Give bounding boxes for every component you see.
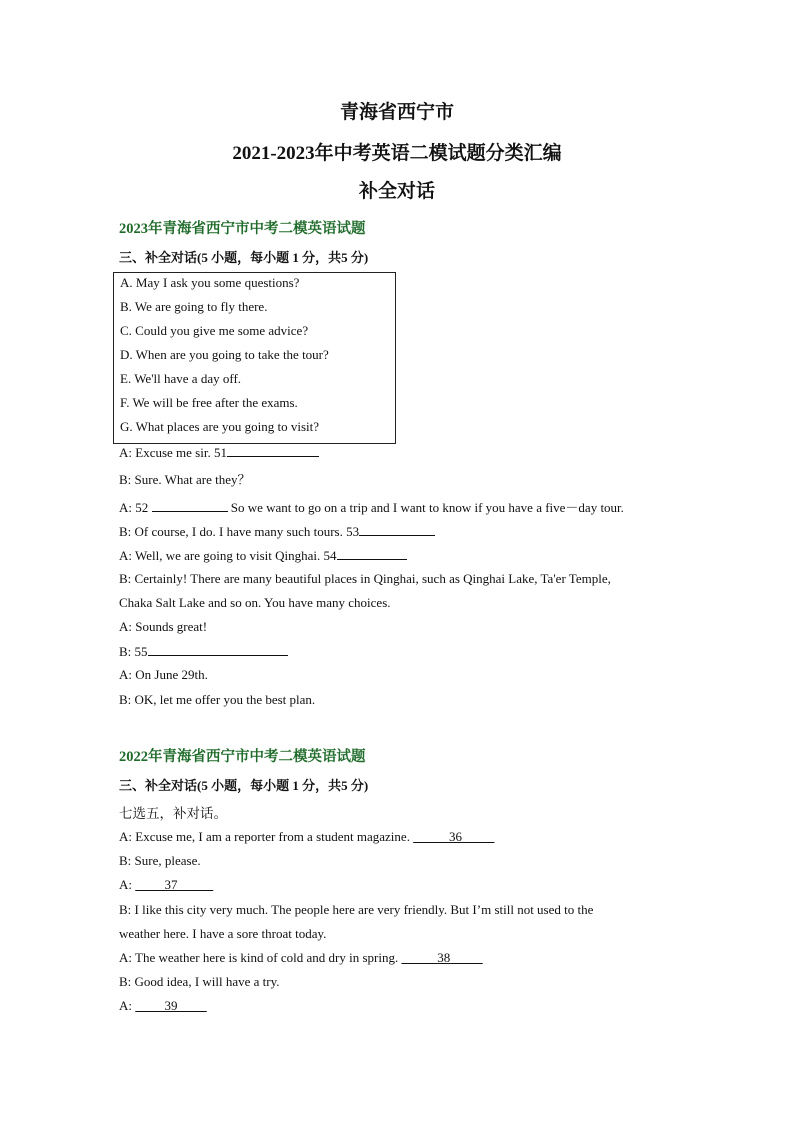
section-instruction-2023: 三、补全对话(5 小题，每小题 1 分，共5 分) — [119, 250, 369, 265]
dialog-line-6: B: Certainly! There are many beautiful places in Qinghai, such as Qinghai Lake, Ta'er Temple, — [119, 571, 611, 586]
dialog2-line-5: A: The weather here is kind of cold and dry in spring. 38 — [119, 950, 483, 966]
section-note: 七选五，补对话。 — [119, 806, 227, 821]
dialog-line-4: B: Of course, I do. I have many such tours. 53 — [119, 523, 435, 540]
options-box — [113, 272, 396, 444]
dialog-line-9: A: On June 29th. — [119, 667, 208, 682]
dialog2-line-4: B: I like this city very much. The people here are very friendly. But I’m still not used to the — [119, 902, 594, 917]
dialog-line-5: A: Well, we are going to visit Qinghai. 54 — [119, 547, 407, 564]
blank-37: 37 — [164, 877, 178, 892]
dialog-line-2: B: Sure. What are they？ — [119, 472, 251, 487]
doc-title-main: 2021-2023年中考英语二模试题分类汇编 — [232, 143, 562, 164]
dialog-line-6b: Chaka Salt Lake and so on. You have many choices. — [119, 595, 391, 610]
option-f: F. We will be free after the exams. — [120, 395, 298, 410]
blank-55 — [148, 643, 288, 656]
blank-54 — [337, 547, 407, 560]
dialog-line-7: A: Sounds great! — [119, 619, 208, 634]
dialog2-line-7: A: 39 — [119, 998, 207, 1014]
option-g: G. What places are you going to visit? — [120, 419, 320, 434]
dialog-line-10: B: OK, let me offer you the best plan. — [119, 692, 316, 707]
option-a: A. May I ask you some questions? — [120, 275, 300, 290]
dialog2-line-2: B: Sure, please. — [119, 853, 201, 868]
section-instruction-2022: 三、补全对话(5 小题，每小题 1 分，共5 分) — [119, 778, 369, 793]
option-e: E. We'll have a day off. — [120, 371, 242, 386]
blank-51 — [227, 444, 319, 457]
blank-36: 36 — [448, 829, 462, 844]
dialog-line-1: A: Excuse me sir. 51 — [119, 444, 319, 461]
option-b: B. We are going to fly there. — [120, 299, 268, 314]
blank-52 — [152, 499, 228, 512]
dialog2-line-1: A: Excuse me, I am a reporter from a student magazine. 36 — [119, 829, 494, 845]
option-c: C. Could you give me some advice? — [120, 323, 309, 338]
blank-38: 38 — [437, 950, 451, 965]
doc-title-topic: 补全对话 — [358, 181, 435, 202]
option-d: D. When are you going to take the tour? — [120, 347, 329, 362]
section-heading-2023: 2023年青海省西宁市中考二模英语试题 — [119, 221, 366, 237]
dialog-line-8: B: 55 — [119, 643, 288, 660]
blank-53 — [359, 523, 435, 536]
dialog2-line-6: B: Good idea, I will have a try. — [119, 974, 280, 989]
section-heading-2022: 2022年青海省西宁市中考二模英语试题 — [119, 749, 366, 765]
blank-39: 39 — [164, 998, 178, 1013]
dialog2-line-3: A: 37 — [119, 877, 213, 893]
dialog2-line-4b: weather here. I have a sore throat today. — [119, 926, 327, 941]
doc-title-region: 青海省西宁市 — [339, 102, 454, 123]
dialog-line-3: A: 52 So we want to go on a trip and I want to know if you have a five－day tour. — [119, 500, 624, 515]
